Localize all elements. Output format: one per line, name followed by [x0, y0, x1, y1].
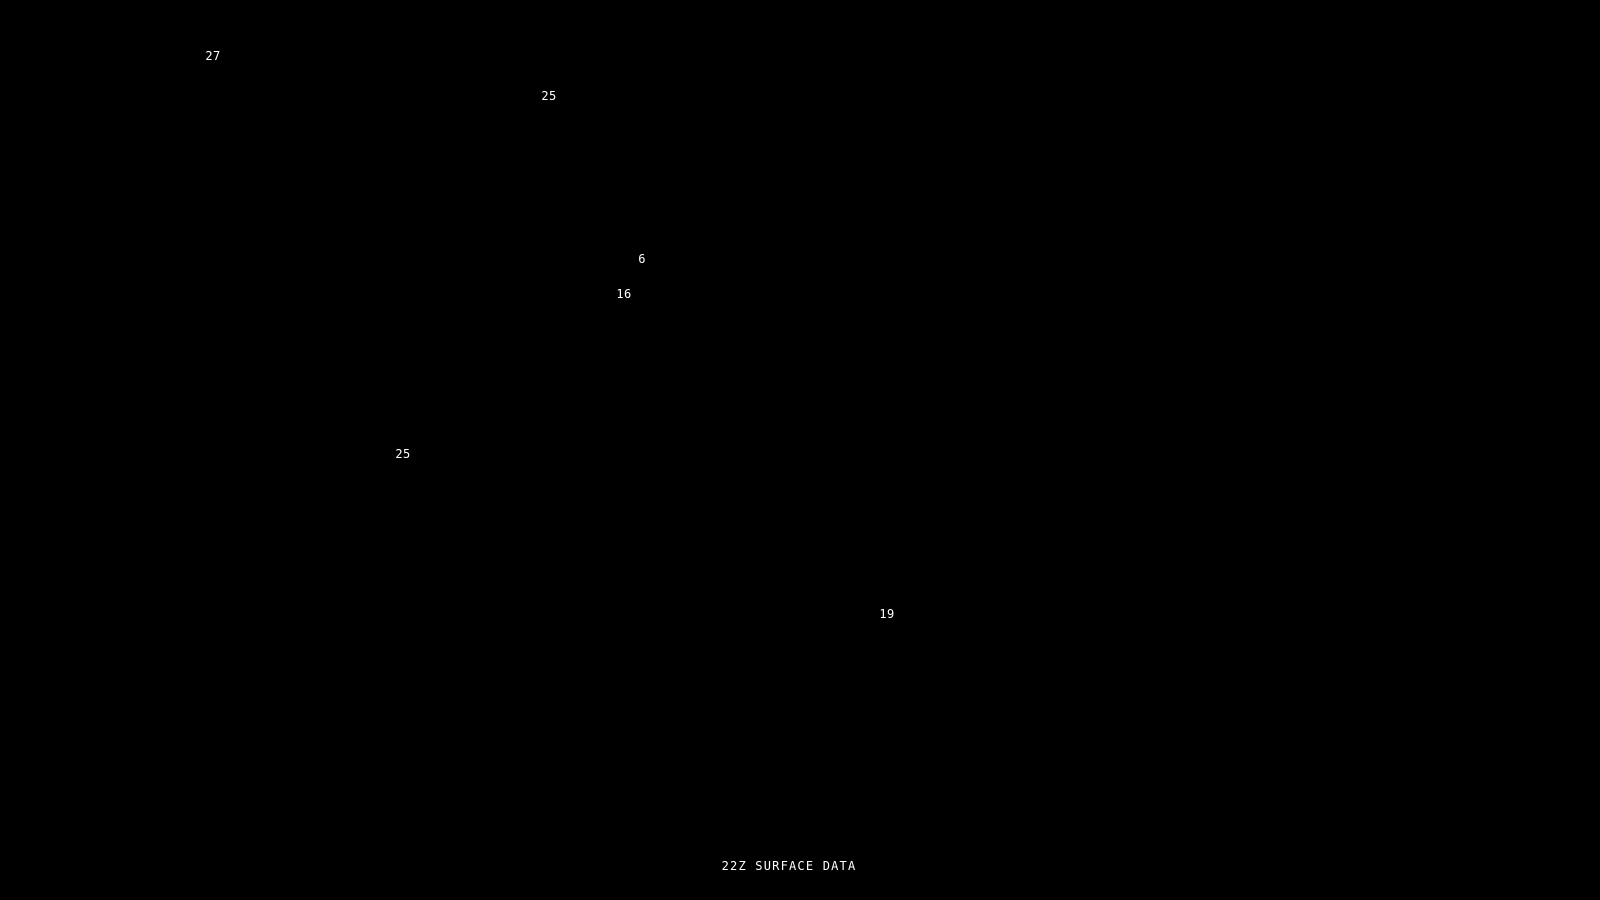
- map-title: 22Z SURFACE DATA: [721, 859, 857, 873]
- station-observation: 6: [638, 252, 646, 266]
- station-observation: 25: [395, 447, 411, 461]
- station-observation: 16: [616, 287, 632, 301]
- station-observation: 19: [879, 607, 895, 621]
- station-observation: 25: [541, 89, 557, 103]
- station-observation: 27: [205, 49, 221, 63]
